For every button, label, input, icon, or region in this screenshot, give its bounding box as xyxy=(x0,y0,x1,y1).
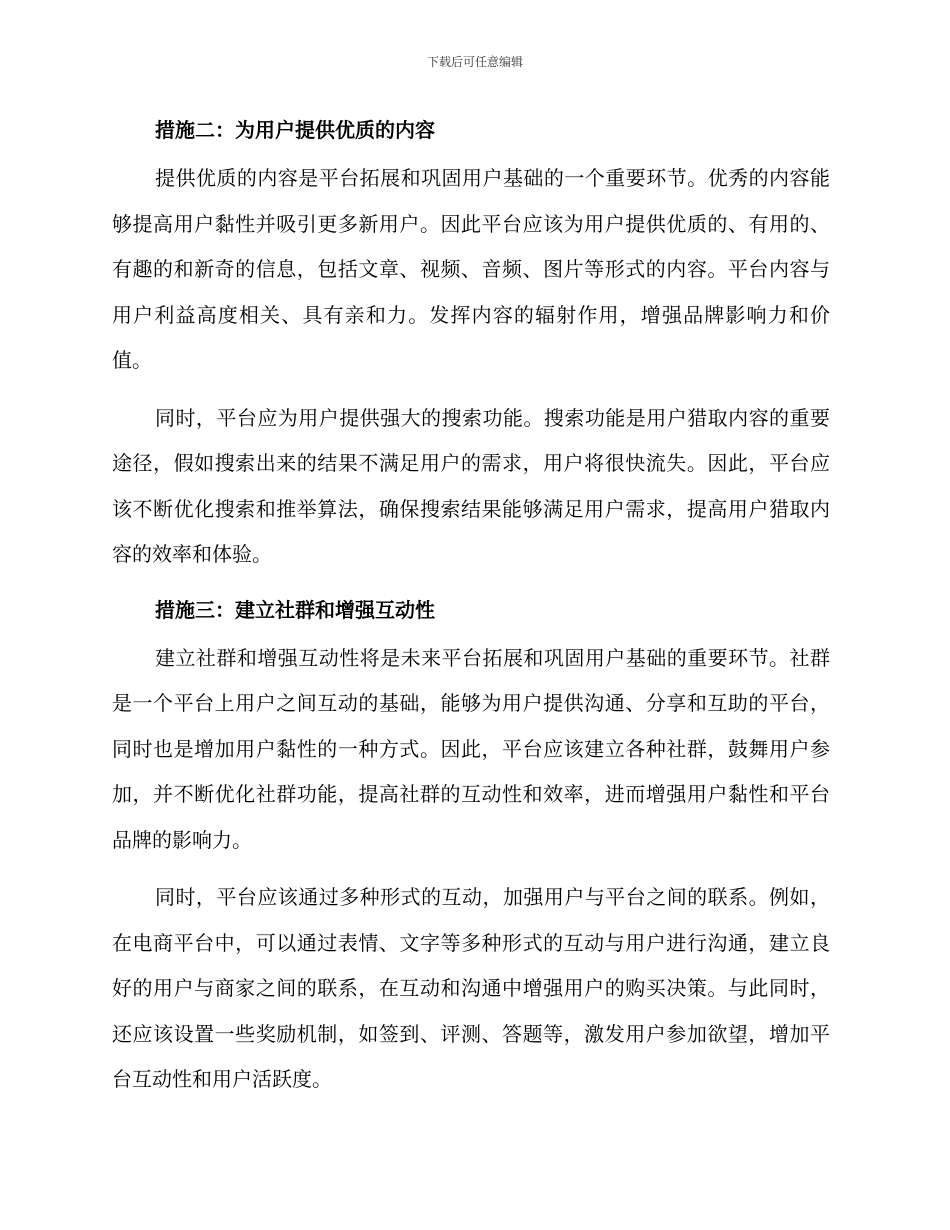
section-heading-measure-3: 措施三：建立社群和增强互动性 xyxy=(155,597,435,622)
paragraph: 同时，平台应为用户提供强大的搜索功能。搜索功能是用户猎取内容的重要途径，假如搜索出来的结果不满足用户的需求，用户将很快流失。因此，平台应该不断优化搜索和推举算法，确保搜索结果能够满足用户需求，提高用户猎取内容的效率和体验。 xyxy=(112,405,830,566)
paragraph: 提供优质的内容是平台拓展和巩固用户基础的一个重要环节。优秀的内容能够提高用户黏性并吸引更多新用户。因此平台应该为用户提供优质的、有用的、有趣的和新奇的信息，包括文章、视频、音频、图片等形式的内容。平台内容与用户利益高度相关、具有亲和力。发挥内容的辐射作用，增强品牌影响力和价值。 xyxy=(112,166,830,372)
document-body xyxy=(112,110,830,1115)
paragraph: 同时，平台应该通过多种形式的互动，加强用户与平台之间的联系。例如，在电商平台中，可以通过表情、文字等多种形式的互动与用户进行沟通，建立良好的用户与商家之间的联系，在互动和沟通中增强用户的购买决策。与此同时，还应该设置一些奖励机制，如签到、评测、答题等，激发用户参加欲望，增加平台互动性和用户活跃度。 xyxy=(112,885,830,1091)
page-header-note: 下载后可任意编辑 xyxy=(426,55,523,69)
section-heading-measure-2: 措施二：为用户提供优质的内容 xyxy=(155,118,435,142)
paragraph: 建立社群和增强互动性将是未来平台拓展和巩固用户基础的重要环节。社群是一个平台上用户之间互动的基础，能够为用户提供沟通、分享和互助的平台，同时也是增加用户黏性的一种方式。因此，平台应该建立各种社群，鼓舞用户参加，并不断优化社群功能，提高社群的互动性和效率，进而增强用户黏性和平台品牌的影响力。 xyxy=(112,645,830,852)
